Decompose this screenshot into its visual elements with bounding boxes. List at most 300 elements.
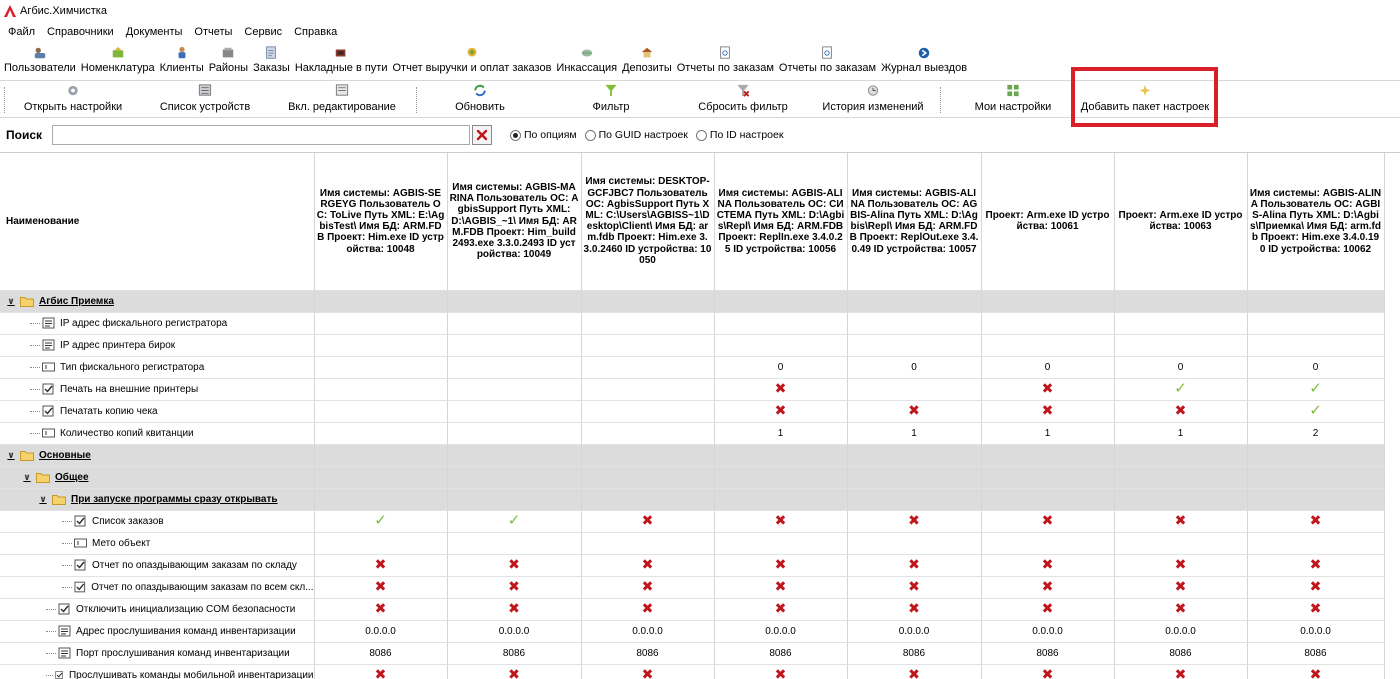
setting-value-cell[interactable] [847,598,981,620]
search-mode-radio[interactable] [585,129,688,141]
setting-value-cell[interactable] [981,378,1114,400]
setting-value: 8086 [1169,647,1192,659]
setting-name-cell [0,510,314,532]
setting-value-cell[interactable] [1247,620,1384,642]
setting-value-cell[interactable] [314,510,447,532]
setting-value-cell[interactable] [981,356,1114,378]
group-row[interactable] [0,488,1384,510]
setting-name-cell [0,356,314,378]
setting-value-cell[interactable] [847,642,981,664]
setting-value: 0.0.0.0 [1165,625,1196,637]
setting-value-cell[interactable] [447,510,581,532]
cross-icon: ✖ [374,578,387,594]
setting-value-cell[interactable] [847,422,981,444]
setting-value-cell[interactable] [1247,334,1384,356]
toolbar-button[interactable] [295,44,388,74]
setting-value-cell[interactable] [1247,554,1384,576]
chevron-down-icon[interactable]: ∨ [23,471,31,482]
setting-value-cell[interactable] [714,422,847,444]
setting-value-cell[interactable] [314,444,447,466]
toolbar-button[interactable] [622,44,672,74]
settings-toolbar-button[interactable] [262,83,422,113]
setting-name-cell [0,334,314,356]
setting-value-cell[interactable] [447,356,581,378]
setting-value-cell[interactable] [847,444,981,466]
setting-name-content [0,599,314,620]
setting-value-cell[interactable] [1247,290,1384,312]
toolbar-button[interactable] [160,44,204,74]
cross-icon: ✖ [1309,666,1322,679]
setting-row[interactable] [0,356,1384,378]
menu-item[interactable]: Справочники [47,26,114,38]
column-header-device[interactable]: Имя системы: AGBIS-ALINA Пользователь ОС: AGBIS-Alina Путь XML: D:\Agbis\Repl\ Имя БД: ARM.FDB Проект: ReplOut.exe 3.4.0.49 ID устройства: 10057 [847,153,981,290]
setting-value-cell[interactable] [447,620,581,642]
setting-name-cell [0,598,314,620]
setting-row[interactable] [0,532,1384,554]
radio-dot [585,130,596,141]
numeric-field-icon [42,361,55,373]
setting-value-cell[interactable] [847,554,981,576]
setting-value-cell[interactable] [714,466,847,488]
setting-value-cell[interactable] [581,422,714,444]
setting-value-cell[interactable] [581,356,714,378]
setting-row[interactable] [0,642,1384,664]
setting-value-cell[interactable] [981,466,1114,488]
filter-icon [603,83,619,98]
cross-icon: ✖ [1174,512,1187,528]
setting-name: Список заказов [92,515,164,527]
chevron-down-icon[interactable]: ∨ [39,493,47,504]
boolean-option-icon [42,383,55,395]
setting-name-content [0,401,314,422]
setting-value-cell[interactable] [847,400,981,422]
setting-value-cell[interactable] [314,576,447,598]
setting-value-cell[interactable] [1114,576,1247,598]
setting-value-cell[interactable] [581,664,714,679]
setting-value-cell[interactable] [314,598,447,620]
setting-value-cell[interactable] [714,510,847,532]
settings-toolbar-button[interactable] [125,83,285,113]
setting-name-cell [0,312,314,334]
setting-name: IP адрес принтера бирок [60,339,176,351]
setting-name: Адрес прослушивания команд инвентаризации [76,625,296,637]
setting-value-cell[interactable] [314,356,447,378]
setting-value-cell[interactable] [1114,334,1247,356]
toolbar-button[interactable] [253,44,290,74]
setting-name-cell [0,576,314,598]
setting-name-content [0,423,314,444]
settings-toolbar-button-label: Добавить пакет настроек [1080,101,1210,113]
toolbar-button[interactable] [4,44,76,74]
cross-icon: ✖ [1309,600,1322,616]
setting-value-cell[interactable] [581,642,714,664]
group-row[interactable] [0,466,1384,488]
folder-icon [20,450,34,461]
setting-value-cell[interactable] [1247,356,1384,378]
setting-value-cell[interactable] [847,620,981,642]
setting-value-cell[interactable] [1247,510,1384,532]
setting-value-cell[interactable] [1114,620,1247,642]
tree-connector [30,323,40,324]
setting-value-cell[interactable] [714,400,847,422]
cross-icon: ✖ [641,600,654,616]
setting-value-cell[interactable] [847,334,981,356]
clear-search-button[interactable] [472,125,492,145]
setting-value: 1 [1177,427,1184,439]
toolbar-button-label: Отчеты по заказам [676,62,774,74]
setting-value-cell[interactable] [581,378,714,400]
deposits-icon [639,46,655,60]
setting-name-cell [0,444,314,466]
setting-value-cell[interactable] [1114,510,1247,532]
setting-value-cell[interactable] [581,466,714,488]
setting-value-cell[interactable] [981,576,1114,598]
setting-value: 1 [777,427,784,439]
setting-value-cell[interactable] [847,312,981,334]
setting-value: 2 [1312,427,1319,439]
settings-toolbar-button-label: История изменений [822,101,924,113]
setting-value-cell[interactable] [981,598,1114,620]
setting-row[interactable] [0,510,1384,532]
folder-icon [36,472,50,483]
checkmark-icon: ✓ [374,511,387,529]
setting-value-cell[interactable] [447,400,581,422]
setting-value: 1 [1044,427,1051,439]
setting-name: Отчет по опаздывающим заказам по складу [92,559,297,571]
setting-value-cell[interactable] [981,444,1114,466]
toolbar-button-label: Отчеты по заказам [778,62,877,74]
settings-toolbar-button[interactable] [1065,83,1225,113]
setting-value-cell[interactable] [714,598,847,620]
setting-value-cell[interactable] [714,444,847,466]
menu-item[interactable]: Справка [294,26,338,38]
setting-value-cell[interactable] [581,334,714,356]
setting-value-cell[interactable] [314,378,447,400]
toolbar-button[interactable] [209,44,248,74]
setting-value: 0.0.0.0 [898,625,930,637]
search-mode-radio[interactable] [510,129,577,141]
numeric-field-icon [74,537,87,549]
setting-value-cell[interactable] [314,488,447,510]
setting-name: Агбис Приемка [39,295,114,307]
window-title: Агбис.Химчистка [20,5,107,17]
group-row[interactable] [0,444,1384,466]
setting-value-cell[interactable] [581,554,714,576]
setting-value-cell[interactable] [981,334,1114,356]
toolbar-button[interactable] [677,44,774,74]
setting-value-cell[interactable] [1247,312,1384,334]
radio-label: По ID настроек [709,129,784,141]
search-mode-radio[interactable] [696,129,784,141]
toolbar-button[interactable] [881,44,967,74]
setting-value-cell[interactable] [1247,422,1384,444]
settings-toolbar-button[interactable] [793,83,953,113]
setting-value-cell[interactable] [447,598,581,620]
boolean-option-icon [74,515,87,527]
setting-name-cell [0,400,314,422]
setting-value-cell[interactable] [714,664,847,679]
setting-value: 8086 [1304,647,1327,659]
cross-icon: ✖ [774,556,787,572]
setting-value-cell[interactable] [1114,664,1247,679]
setting-value-cell[interactable] [314,620,447,642]
menu-item[interactable]: Документы [125,26,183,38]
setting-name: Общее [55,471,89,483]
setting-value-cell[interactable] [447,554,581,576]
setting-value-cell[interactable] [447,312,581,334]
toolbar-button[interactable] [393,44,552,74]
cross-icon: ✖ [1041,380,1054,396]
setting-row[interactable] [0,378,1384,400]
setting-value-cell[interactable] [314,334,447,356]
setting-value-cell[interactable] [847,356,981,378]
setting-value-cell[interactable] [981,488,1114,510]
setting-value-cell[interactable] [314,642,447,664]
setting-value: 8086 [502,647,526,659]
setting-value-cell[interactable] [1114,356,1247,378]
setting-value-cell[interactable] [581,510,714,532]
setting-value-cell[interactable] [714,356,847,378]
main-toolbar [0,44,1400,78]
setting-value-cell[interactable] [314,664,447,679]
setting-value-cell[interactable] [1114,422,1247,444]
setting-value-cell[interactable] [1114,642,1247,664]
setting-row[interactable] [0,576,1384,598]
setting-value-cell[interactable] [981,554,1114,576]
tree-connector [46,631,56,632]
setting-value: 0 [1177,361,1184,373]
cross-icon: ✖ [641,578,654,594]
setting-value-cell[interactable] [981,642,1114,664]
column-header-device[interactable]: Имя системы: AGBIS-ALINA Пользователь ОС: СИСТЕМА Путь XML: D:\Agbis\Repl\ Имя БД: ARM.FDB Проект: ReplIn.exe 3.4.0.25 ID устройства: 10056 [714,153,847,290]
setting-name-content [0,621,314,642]
tree-connector [30,433,40,434]
setting-value-cell[interactable] [981,510,1114,532]
reset-filter-icon [735,83,751,98]
setting-value-cell[interactable] [314,466,447,488]
column-header-device[interactable]: Имя системы: DESKTOP-GCFJBC7 Пользователь ОС: AgbisSupport Путь XML: C:\Users\AGBISS~1\Desktop\Client\ Имя БД: arm.fdb Проект: Him.exe 3.3.0.2460 ID устройства: 10050 [581,153,714,290]
setting-value-cell[interactable] [981,422,1114,444]
setting-value-cell[interactable] [981,664,1114,679]
setting-value-cell[interactable] [714,378,847,400]
setting-name: Основные [39,449,91,461]
setting-value-cell[interactable] [1247,378,1384,400]
setting-value-cell[interactable] [447,466,581,488]
setting-row[interactable] [0,334,1384,356]
setting-value-cell[interactable] [447,642,581,664]
setting-value-cell[interactable] [447,576,581,598]
setting-value: 0.0.0.0 [765,625,796,637]
setting-row[interactable] [0,598,1384,620]
settings-toolbar-button-label: Обновить [455,101,505,113]
cross-icon: ✖ [774,666,787,679]
column-header-device[interactable]: Проект: Arm.exe ID устройства: 10061 [981,153,1114,290]
setting-value-cell[interactable] [1114,290,1247,312]
open-settings-icon [65,83,81,98]
setting-value-cell[interactable] [714,554,847,576]
menu-bar [0,22,1400,42]
setting-value-cell[interactable] [714,576,847,598]
setting-value-cell[interactable] [581,312,714,334]
cross-icon: ✖ [908,600,920,616]
folder-icon [20,296,34,307]
setting-value-cell[interactable] [447,334,581,356]
boolean-option-icon [74,559,87,571]
setting-value-cell[interactable] [981,620,1114,642]
cross-icon: ✖ [374,666,387,679]
tree-connector [30,367,40,368]
setting-value-cell[interactable] [1114,312,1247,334]
setting-value-cell[interactable] [847,290,981,312]
setting-value-cell[interactable] [1114,466,1247,488]
setting-value-cell[interactable] [714,620,847,642]
setting-value-cell[interactable] [1114,378,1247,400]
setting-row[interactable] [0,554,1384,576]
setting-value-cell[interactable] [314,290,447,312]
toolbar-button[interactable] [779,44,876,74]
setting-value-cell[interactable] [447,290,581,312]
setting-value-cell[interactable] [447,444,581,466]
setting-value-cell[interactable] [581,532,714,554]
column-header-device[interactable]: Проект: Arm.exe ID устройства: 10063 [1114,153,1247,290]
setting-value-cell[interactable] [314,400,447,422]
column-header-device[interactable]: Имя системы: AGBIS-SERGEYG Пользователь ОС: ToLive Путь XML: E:\AgbisTest\ Имя БД: ARM.FDB Проект: Him.exe ID устройства: 10048 [314,153,447,290]
toolbar-button[interactable] [81,44,155,74]
setting-value-cell[interactable] [714,532,847,554]
setting-value-cell[interactable] [981,400,1114,422]
setting-value-cell[interactable] [981,532,1114,554]
setting-value-cell[interactable] [1114,400,1247,422]
setting-value-cell[interactable] [847,664,981,679]
setting-value-cell[interactable] [447,378,581,400]
setting-name: Печать на внешние принтеры [60,383,199,395]
setting-value-cell[interactable] [847,378,981,400]
setting-value: 8086 [1036,647,1059,659]
setting-row[interactable] [0,664,1384,679]
tree-connector [62,521,72,522]
setting-value-cell[interactable] [847,488,981,510]
chevron-down-icon[interactable]: ∨ [7,295,15,306]
setting-value-cell[interactable] [847,510,981,532]
menu-item[interactable]: Файл [8,26,36,38]
column-header-device[interactable]: Имя системы: AGBIS-ALINA Пользователь ОС: AGBIS-Alina Путь XML: D:\Agbis\Приемка\ Имя БД: arm.fdb Проект: Him.exe 3.4.0.190 ID устройства: 10062 [1247,153,1384,290]
group-row[interactable] [0,290,1384,312]
setting-value-cell[interactable] [714,642,847,664]
setting-value-cell[interactable] [1247,488,1384,510]
setting-value-cell[interactable] [581,620,714,642]
setting-value-cell[interactable] [1114,532,1247,554]
setting-value-cell[interactable] [1247,598,1384,620]
menu-item[interactable]: Отчеты [194,26,233,38]
setting-value-cell[interactable] [314,532,447,554]
setting-row[interactable] [0,312,1384,334]
setting-value: 0.0.0.0 [1300,625,1331,637]
cross-icon: ✖ [508,666,520,679]
setting-value-cell[interactable] [581,444,714,466]
setting-value-cell[interactable] [847,466,981,488]
setting-value-cell[interactable] [1247,444,1384,466]
app-logo-icon [4,5,16,17]
toolbar-button-label: Отчет выручки и оплат заказов [392,62,552,74]
setting-value-cell[interactable] [1114,444,1247,466]
setting-value-cell[interactable] [1247,576,1384,598]
setting-value-cell[interactable] [581,290,714,312]
menu-item[interactable]: Сервис [244,26,283,38]
setting-value-cell[interactable] [581,576,714,598]
setting-value-cell[interactable] [1114,598,1247,620]
cross-icon: ✖ [908,578,920,594]
setting-value-cell[interactable] [314,312,447,334]
setting-name-cell [0,664,314,679]
setting-name-content [0,291,314,312]
clients-icon [174,46,190,60]
setting-name-content [0,379,314,400]
setting-row[interactable] [0,400,1384,422]
setting-value-cell[interactable] [714,290,847,312]
setting-value-cell[interactable] [981,290,1114,312]
cross-icon: ✖ [908,402,920,418]
setting-value-cell[interactable] [1247,642,1384,664]
setting-value-cell[interactable] [714,488,847,510]
setting-value-cell[interactable] [314,422,447,444]
setting-value-cell[interactable] [847,576,981,598]
setting-value-cell[interactable] [447,532,581,554]
orders-icon [263,46,279,60]
setting-value-cell[interactable] [1247,664,1384,679]
cross-icon: ✖ [1041,600,1054,616]
column-header-device[interactable]: Имя системы: AGBIS-MARINA Пользователь ОС: AgbisSupport Путь XML: D:\AGBIS_~1\ Имя БД: ARM.FDB Проект: Him_build2493.exe 3.3.0.2493 ID устройства: 10049 [447,153,581,290]
checkmark-icon: ✓ [1174,379,1187,397]
setting-value-cell[interactable] [1247,466,1384,488]
tree-connector [30,345,40,346]
setting-name-cell [0,642,314,664]
setting-value-cell[interactable] [581,598,714,620]
toolbar-button-label: Инкассация [556,62,618,74]
column-header-name[interactable]: Наименование [0,153,314,290]
tree-connector [62,543,72,544]
setting-name-cell [0,290,314,312]
setting-value-cell[interactable] [714,334,847,356]
setting-value-cell[interactable] [581,400,714,422]
setting-value-cell[interactable] [1247,400,1384,422]
ip-address-icon [58,625,71,637]
setting-value-cell[interactable] [447,664,581,679]
setting-name-content [0,511,314,532]
setting-value-cell[interactable] [981,312,1114,334]
setting-value-cell[interactable] [314,554,447,576]
setting-value-cell[interactable] [1247,532,1384,554]
setting-value-cell[interactable] [581,488,714,510]
setting-row[interactable] [0,620,1384,642]
cross-icon: ✖ [1174,402,1187,418]
setting-value-cell[interactable] [1114,488,1247,510]
setting-row[interactable] [0,422,1384,444]
cross-icon: ✖ [1174,600,1187,616]
chevron-down-icon[interactable]: ∨ [7,449,15,460]
setting-value-cell[interactable] [1114,554,1247,576]
setting-value-cell[interactable] [447,488,581,510]
cross-icon: ✖ [908,512,920,528]
setting-name: Отключить инициализацию COM безопасности [76,603,296,615]
setting-value-cell[interactable] [447,422,581,444]
setting-value-cell[interactable] [714,312,847,334]
settings-toolbar-button-label: Сбросить фильтр [698,101,788,113]
edit-mode-icon [334,83,350,98]
toolbar-button[interactable] [556,44,617,74]
history-icon [865,83,881,98]
setting-value-cell[interactable] [847,532,981,554]
search-input[interactable] [52,125,470,145]
